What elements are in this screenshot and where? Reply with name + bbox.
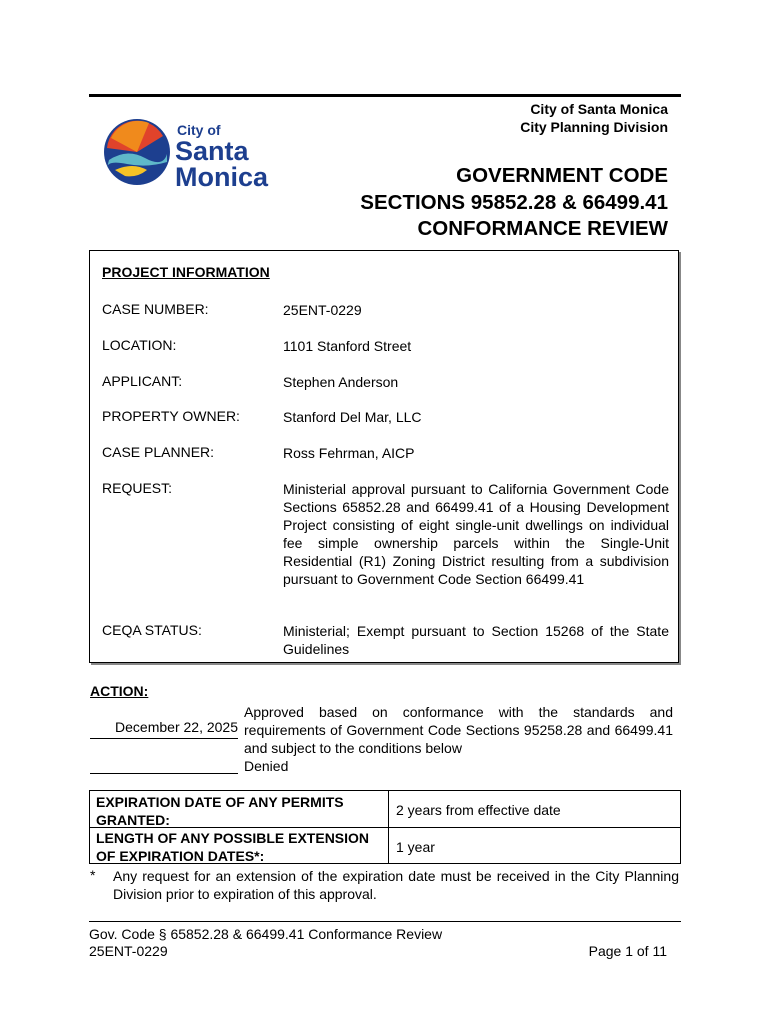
city-logo-icon [103,118,273,190]
footer-case-number: 25ENT-0229 [89,943,168,959]
approval-date: December 22, 2025 [115,719,238,735]
applicant-label: APPLICANT: [102,373,183,389]
title-line2: SECTIONS 95852.28 & 66499.41 [360,190,668,214]
location-value: 1101 Stanford Street [283,338,412,354]
approval-date-line [90,738,238,739]
denied-date-line [90,773,238,774]
org-name: City of Santa Monica [530,101,668,117]
extension-length-value: 1 year [396,839,435,855]
header-rule [89,94,681,97]
location-label: LOCATION: [102,337,177,353]
ceqa-status-value: Ministerial; Exempt pursuant to Section 15268 of the State Guidelines [283,623,669,657]
footer-document-name: Gov. Code § 65852.28 & 66499.41 Conformance Review [89,926,443,942]
property-owner-label: PROPERTY OWNER: [102,408,240,424]
logo-line1: City of [177,122,221,138]
org-division: City Planning Division [520,119,668,135]
expiration-date-label: EXPIRATION DATE OF ANY PERMITS GRANTED: [96,794,344,828]
logo-line2: Santa [175,136,249,166]
title-line3: CONFORMANCE REVIEW [417,217,668,240]
city-logo [103,118,273,190]
expiration-table [89,790,681,864]
request-value: Ministerial approval pursuant to California Government Code Sections 65852.28 and 66499.41 of a Housing Development Project consisting of eight single-unit dwellings on individual fee simple ownership parcels within the Single-Unit Residential (R1) Zoning District resulting from a subdivision pursuant to Government Code Section 66499.41 [283,481,669,587]
request-label: REQUEST: [102,480,173,496]
case-number-value: 25ENT-0229 [283,302,362,318]
applicant-value: Stephen Anderson [283,374,399,390]
project-information-heading: PROJECT INFORMATION [102,264,270,280]
case-planner-label: CASE PLANNER: [102,444,215,460]
approved-text: Approved based on conformance with the standards and requirements of Government Code Sections 95258.28 and 66499.41 and subject to the conditions below [244,704,673,756]
title-line1: GOVERNMENT CODE [456,164,668,187]
document-title [360,163,668,243]
action-heading: ACTION: [90,683,149,699]
logo-line3: Monica [175,162,269,190]
property-owner-value: Stanford Del Mar, LLC [283,409,422,425]
footnote-text: Any request for an extension of the expiration date must be received in the City Planning Division prior to expiration of this approval. [113,868,679,902]
ceqa-status-label: CEQA STATUS: [102,622,202,638]
expiration-date-value: 2 years from effective date [396,802,561,818]
footnote-marker: * [90,867,96,883]
project-information-box [89,250,679,663]
footer-rule [89,921,681,922]
case-planner-value: Ross Fehrman, AICP [283,445,415,461]
denied-text: Denied [244,758,289,774]
extension-length-label: LENGTH OF ANY POSSIBLE EXTENSION OF EXPIRATION DATES*: [96,830,370,864]
footer-left [89,926,442,960]
case-number-label: CASE NUMBER: [102,301,209,317]
page-number: Page 1 of 11 [588,943,667,959]
organization-block [520,100,668,136]
